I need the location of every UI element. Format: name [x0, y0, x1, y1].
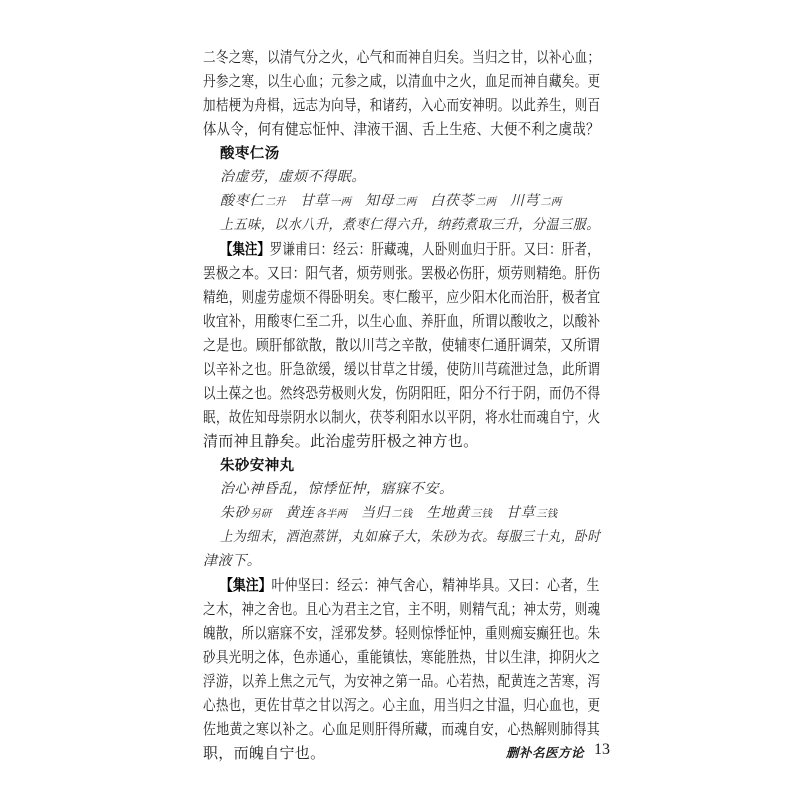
- text-line: 加桔梗为舟楫，远志为向导，和诸药，入心而安神明。以此养生，则百: [203, 96, 601, 114]
- formula-heading: 朱砂安神丸: [220, 457, 295, 474]
- text-line: 佐地黄之寒以补之。心血足则肝得所藏，而魂自安，心热解则肺得其: [203, 720, 601, 738]
- text-line: 浮游，以养上焦之元气，为安神之第一品。心若热，配黄连之苦寒，泻: [203, 672, 601, 690]
- text-line: 丹参之寒，以生心血；元参之咸，以清血中之火，血足而神自藏矣。更: [203, 72, 601, 90]
- text-line: 收宜补，用酸枣仁至二升，以生心血、养肝血，所谓以酸收之，以酸补: [203, 312, 601, 330]
- ingredient-quantity: 各半两: [315, 508, 347, 520]
- ingredient-quantity: 另研: [250, 508, 272, 520]
- ingredient-name: 川芎: [510, 193, 540, 209]
- ingredient-name: 生地黄: [426, 505, 470, 521]
- formula-text: 津液下。: [203, 553, 262, 569]
- formula-text: 治心神昏乱，惊悸怔忡，寤寐不安。: [220, 481, 454, 497]
- text-line: 眠，故佐知母崇阴水以制火，茯苓利阳水以平阴，将水壮而魂自宁，火: [203, 408, 601, 426]
- text-line: 心热也，更佐甘草之甘以泻之。心主血，用当归之甘温，归心血也，更: [203, 696, 601, 714]
- ingredient-item: [285, 506, 347, 520]
- text-line: 清而神且静矣。此治虚劳肝极之神方也。: [203, 432, 479, 450]
- text-line: 职，而魄自宁也。: [203, 744, 326, 762]
- ingredient-item: [506, 506, 557, 520]
- ingredient-item: [365, 194, 416, 208]
- text-line: 以土葆之也。然终恐劳极则火发，伤阴阳旺，阳分不行于阴，而仍不得: [203, 384, 601, 402]
- text-line: 之是也。顾肝郁欲散，散以川芎之辛散，使辅枣仁通肝调荣，又所谓: [203, 336, 601, 354]
- ingredient-name: 白茯苓: [430, 193, 475, 209]
- ingredient-name: 酸枣仁: [220, 193, 264, 209]
- ingredient-quantity: 二两: [395, 196, 417, 208]
- formula-heading: 酸枣仁汤: [220, 145, 280, 162]
- ingredient-item: [430, 194, 496, 208]
- running-title: 删补名医方论: [505, 745, 584, 760]
- ingredient-item: [220, 506, 271, 520]
- ingredient-quantity: 三钱: [470, 508, 492, 520]
- formula-text: 上为细末，酒泡蒸饼，丸如麻子大，朱砂为衣。每服三十丸，卧时: [220, 529, 601, 545]
- ingredient-quantity: 二升: [264, 196, 286, 208]
- text-line: 以辛补之也。肝急欲缓，缓以甘草之甘缓，使防川芎疏泄过急，此所谓: [203, 360, 601, 378]
- formula-text: 上五味，以水八升，煮枣仁得六升，纳药煮取三升，分温三服。: [220, 217, 600, 233]
- commentary-line: [220, 578, 600, 593]
- page-number: 13: [594, 741, 610, 758]
- ingredient-name: 甘草: [299, 193, 330, 209]
- ingredient-quantity: 三钱: [536, 508, 558, 520]
- ingredient-name: 朱砂: [220, 505, 250, 521]
- ingredient-item: [361, 506, 412, 520]
- ingredient-quantity: 二钱: [391, 508, 413, 520]
- ingredient-quantity: 二两: [475, 196, 497, 208]
- ingredient-item: [300, 194, 351, 208]
- ingredient-quantity: 一两: [330, 196, 352, 208]
- text-line: 砂具光明之体，色赤通心，重能镇怯，寒能胜热，甘以生津，抑阴火之: [203, 648, 601, 666]
- commentary-marker: 【集注】: [220, 576, 272, 594]
- ingredient-item: [220, 194, 286, 208]
- page-footer: [0, 741, 800, 761]
- ingredient-name: 黄连: [285, 505, 315, 521]
- commentary-marker: 【集注】: [220, 240, 270, 258]
- ingredient-item: [426, 506, 492, 520]
- commentary-text: 罗谦甫曰：经云：肝藏魂，人卧则血归于肝。又曰：肝者，: [269, 240, 600, 258]
- text-line: 魄散，所以寤寐不安，淫邪发梦。轻则惊悸怔忡，重则痴妄癫狂也。朱: [203, 624, 601, 642]
- formula-text: 治虚劳，虚烦不得眠。: [220, 169, 366, 185]
- text-line: 体从令，何有健忘怔忡、津液干涸、舌上生疮、大便不利之虞哉？: [203, 120, 600, 138]
- ingredient-name: 知母: [365, 193, 395, 209]
- ingredient-list: [220, 506, 571, 520]
- ingredient-name: 当归: [360, 505, 391, 521]
- commentary-text: 叶仲坚曰：经云：神气舍心，精神毕具。又曰：心者，生: [271, 576, 600, 594]
- text-line: 二冬之寒，以清气分之火，心气和而神自归矣。当归之甘，以补心血；: [203, 48, 601, 66]
- text-line: 之木，神之舍也。且心为君主之官，主不明，则精气乱；神太劳，则魂: [203, 600, 601, 618]
- ingredient-list: [220, 194, 575, 208]
- commentary-line: [220, 242, 600, 257]
- text-line: 精绝，则虚劳虚烦不得卧明矣。枣仁酸平，应少阳木化而治肝，极者宜: [203, 288, 601, 306]
- ingredient-item: [510, 194, 561, 208]
- text-line: 罢极之本。又曰：阳气者，烦劳则张。罢极必伤肝，烦劳则精绝。肝伤: [203, 264, 601, 282]
- ingredient-name: 甘草: [505, 505, 536, 521]
- ingredient-quantity: 二两: [540, 196, 562, 208]
